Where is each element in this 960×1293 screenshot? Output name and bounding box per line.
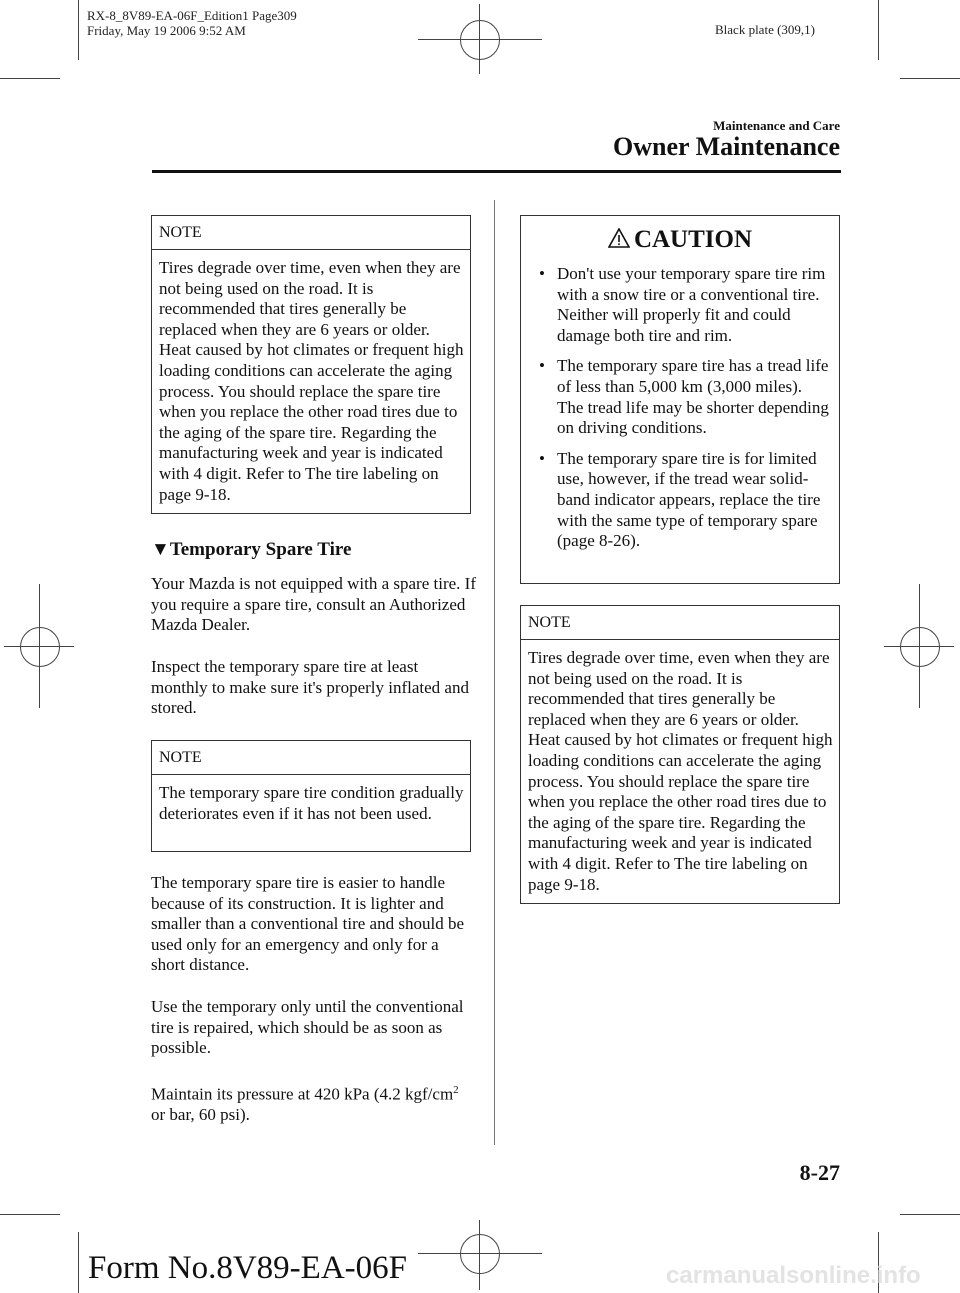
pressure-text: Maintain its pressure at 420 kPa (4.2 kgf/cm [151, 1084, 454, 1104]
note-text: Tires degrade over time, even when they are not being used on the road. It is recommended that tires generally be replaced when they are 6 years or older. Heat caused by hot climates or frequent high loading conditions can accelerate the aging process. You should replace the spare tire when you replace the other road tires due to the aging of the spare tire. Regarding the manufacturing week and year is indicated with 4 digit. Refer to The tire labeling on page 9-18. [159, 258, 464, 504]
note-box-deterioration [151, 740, 471, 852]
header-rule [152, 170, 841, 173]
paragraph-pressure [151, 1080, 476, 1126]
bullet: • [539, 356, 545, 376]
bullet: • [539, 264, 545, 283]
plate-label: Black plate (309,1) [715, 22, 815, 37]
note-text: The temporary spare tire condition gradually deteriorates even if it has not been used. [159, 783, 464, 823]
bullet: • [539, 448, 545, 468]
paragraph-spare-availability: Your Mazda is not equipped with a spare tire. If you require a spare tire, consult an Authorized Mazda Dealer. [151, 574, 476, 635]
caution-item-text: The temporary spare tire is for limited use, however, if the tread wear solid-band indicator appears, replace the tire with the same type of temporary spare (page 8-26). [557, 448, 821, 551]
caution-item [535, 264, 831, 346]
note-box-tire-aging [151, 215, 471, 514]
form-number: Form No.8V89-EA-06F [88, 1250, 407, 1286]
note-label: NOTE [152, 741, 470, 775]
pressure-superscript: 2 [453, 1084, 459, 1096]
caution-item-text: Don't use your temporary spare tire rim with a snow tire or a conventional tire. Neither will properly fit and could damage both tire and rim. [557, 264, 826, 345]
caution-item [535, 356, 831, 438]
column-separator [494, 200, 495, 1145]
paragraph-construction: The temporary spare tire is easier to handle because of its construction. It is lighter and smaller than a conventional tire and should be used only for an emergency and only for a short distance. [151, 873, 464, 975]
paragraph-use-until: Use the temporary only until the conventional tire is repaired, which should be as soon as possible. [151, 997, 464, 1058]
section-label: Maintenance and Care [713, 118, 840, 133]
note-text: Tires degrade over time, even when they are not being used on the road. It is recommended that tires generally be replaced when they are 6 years or older. Heat caused by hot climates or frequent high loading conditions can accelerate the aging process. You should replace the spare tire when you replace the other road tires due to the aging of the spare tire. Regarding the manufacturing week and year is indicated with 4 digit. Refer to The tire labeling on page 9-18. [528, 648, 833, 894]
caution-header [521, 216, 839, 258]
caution-item-text: The temporary spare tire has a tread life of less than 5,000 km (3,000 miles). The tread life may be shorter depending on driving conditions. [557, 356, 829, 438]
warning-triangle-icon [608, 228, 630, 248]
note-box-tire-aging-right [520, 605, 840, 904]
watermark: carmanualsonline.info [666, 1262, 921, 1289]
print-file-line: RX-8_8V89-EA-06F_Edition1 Page309 [87, 8, 297, 23]
note-label: NOTE [521, 606, 839, 640]
caution-list [521, 258, 839, 570]
section-title: Temporary Spare Tire [169, 539, 352, 560]
page-number: 8-27 [799, 1160, 840, 1185]
note-label: NOTE [152, 216, 470, 250]
pressure-text-end: or bar, 60 psi). [151, 1105, 250, 1125]
section-marker: ▼ [151, 539, 170, 560]
paragraph-inspect: Inspect the temporary spare tire at least monthly to make sure it's properly inflated and stored. [151, 657, 469, 718]
caution-box [520, 215, 840, 584]
caution-title: CAUTION [633, 226, 753, 253]
page-title: Owner Maintenance [613, 132, 840, 161]
caution-item [535, 449, 831, 552]
section-heading [151, 539, 481, 561]
print-date-line: Friday, May 19 2006 9:52 AM [87, 23, 246, 38]
